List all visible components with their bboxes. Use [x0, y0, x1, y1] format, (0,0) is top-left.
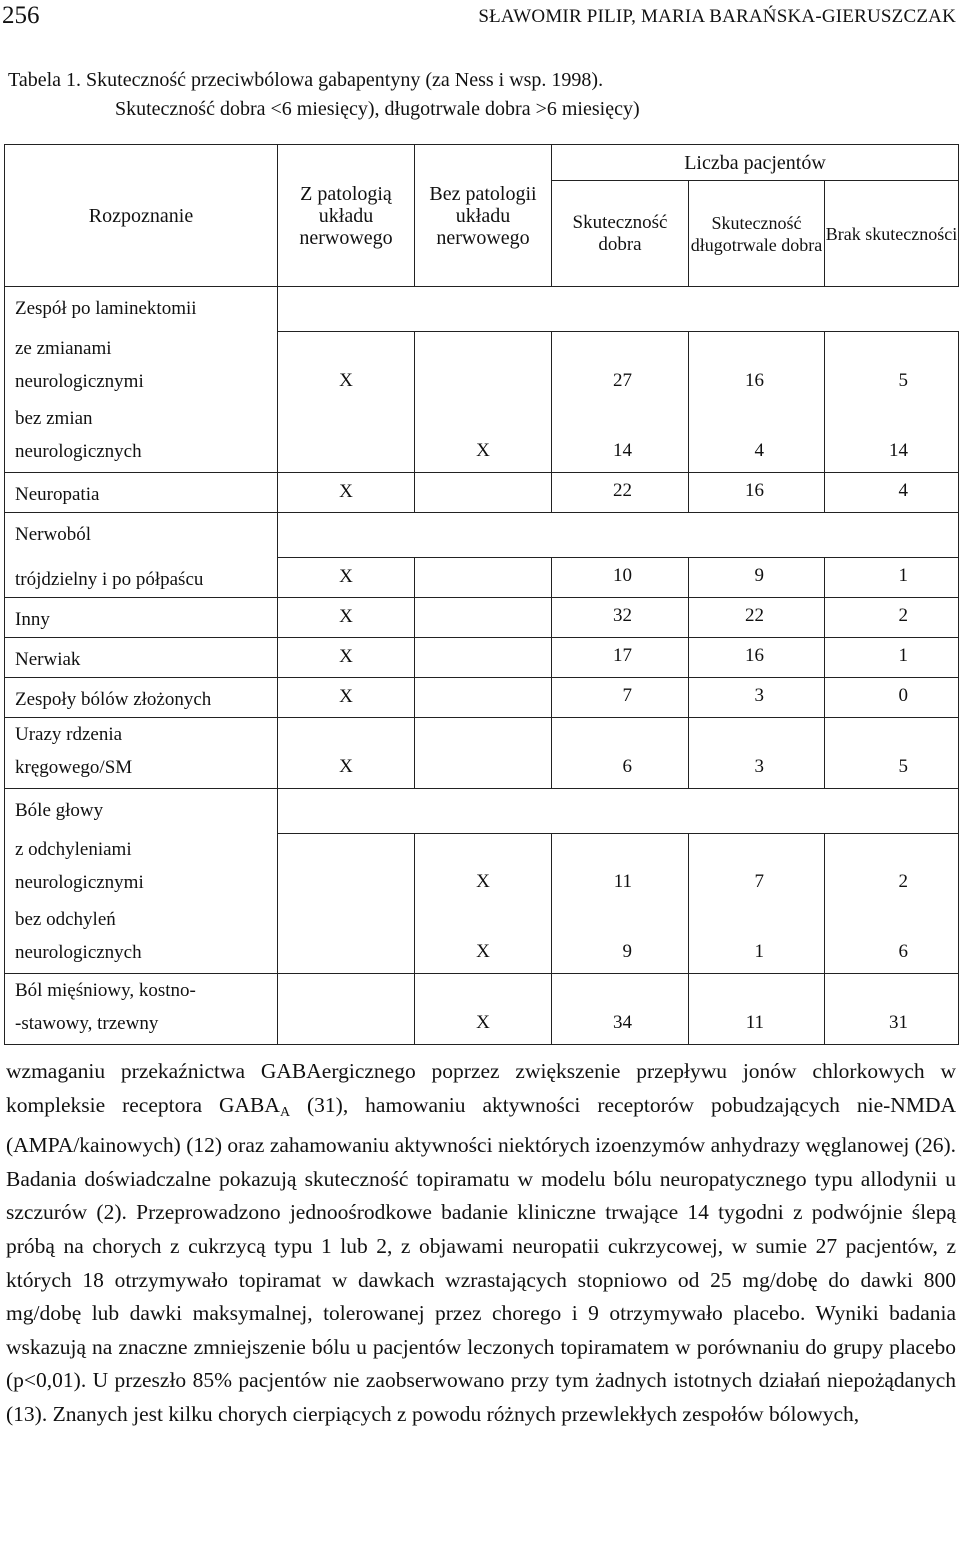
table-row [5, 512, 959, 557]
table-row [5, 287, 959, 332]
long-term-count: 7 [689, 833, 825, 903]
table-row [5, 597, 959, 637]
long-term-count: 4 [689, 402, 825, 473]
without-pathology-mark [415, 472, 552, 512]
table-row [5, 717, 959, 788]
no-effect-count: 2 [825, 833, 959, 903]
without-pathology-mark [415, 677, 552, 717]
row-label: Urazy rdzenia kręgowego/SM [5, 717, 278, 788]
without-pathology-mark: X [415, 903, 552, 974]
good-count: 10 [552, 557, 689, 597]
no-effect-count: 5 [825, 332, 959, 402]
with-pathology-mark [278, 833, 415, 903]
row-label: ze zmianami neurologicznymi [5, 332, 278, 402]
good-count: 7 [552, 677, 689, 717]
table-row [5, 472, 959, 512]
with-pathology-mark: X [278, 597, 415, 637]
header-good: Skuteczność dobra [552, 181, 689, 287]
long-term-count: 1 [689, 903, 825, 974]
header-diagnosis: Rozpoznanie [5, 145, 278, 287]
header-no-effect: Brak skuteczności [825, 181, 959, 287]
no-effect-count: 6 [825, 903, 959, 974]
header-patients-count: Liczba pacjentów [552, 145, 959, 181]
row-label: bez odchyleń neurologicznych [5, 903, 278, 974]
header-long-term-good: Skuteczność długotrwale dobra [689, 181, 825, 287]
table-row [5, 788, 959, 833]
row-label: Nerwoból [5, 512, 278, 557]
without-pathology-mark: X [415, 833, 552, 903]
without-pathology-mark [415, 717, 552, 788]
without-pathology-mark [415, 332, 552, 402]
good-count: 6 [552, 717, 689, 788]
table-row [5, 402, 959, 473]
row-label: trójdzielny i po półpaścu [5, 557, 278, 597]
no-effect-count: 31 [825, 974, 959, 1045]
without-pathology-mark: X [415, 974, 552, 1045]
table-caption [8, 66, 908, 124]
no-effect-count: 4 [825, 472, 959, 512]
without-pathology-mark [415, 637, 552, 677]
table-row [5, 903, 959, 974]
with-pathology-mark [278, 402, 415, 473]
empty-cell [278, 287, 959, 332]
good-count: 22 [552, 472, 689, 512]
caption-line-2: Skuteczność dobra <6 miesięcy), długotrwale dobra >6 miesięcy) [115, 98, 640, 120]
long-term-count: 16 [689, 472, 825, 512]
table-row [5, 974, 959, 1045]
good-count: 27 [552, 332, 689, 402]
row-label: Bóle głowy [5, 788, 278, 833]
empty-cell [278, 512, 959, 557]
long-term-count: 3 [689, 677, 825, 717]
table-row [5, 637, 959, 677]
efficacy-table [4, 144, 959, 1045]
empty-cell [278, 788, 959, 833]
row-label: Zespoły bólów złożonych [5, 677, 278, 717]
good-count: 32 [552, 597, 689, 637]
with-pathology-mark: X [278, 677, 415, 717]
with-pathology-mark [278, 903, 415, 974]
without-pathology-mark [415, 557, 552, 597]
row-label: Neuropatia [5, 472, 278, 512]
no-effect-count: 2 [825, 597, 959, 637]
running-head-authors: SŁAWOMIR PILIP, MARIA BARAŃSKA-GIERUSZCZAK [478, 6, 956, 27]
table-row [5, 833, 959, 903]
row-label: Ból mięśniowy, kostno- -stawowy, trzewny [5, 974, 278, 1045]
with-pathology-mark: X [278, 637, 415, 677]
long-term-count: 3 [689, 717, 825, 788]
with-pathology-mark: X [278, 332, 415, 402]
subscript: A [279, 1104, 291, 1120]
long-term-count: 9 [689, 557, 825, 597]
long-term-count: 16 [689, 332, 825, 402]
caption-line-1: Tabela 1. Skuteczność przeciwbólowa gabapentyny (za Ness i wsp. 1998). [8, 69, 604, 91]
row-label: Inny [5, 597, 278, 637]
long-term-count: 11 [689, 974, 825, 1045]
header-without-pathology: Bez patologii układu nerwowego [415, 145, 552, 287]
no-effect-count: 1 [825, 557, 959, 597]
table-row [5, 557, 959, 597]
good-count: 17 [552, 637, 689, 677]
good-count: 14 [552, 402, 689, 473]
page-header [0, 0, 960, 34]
no-effect-count: 1 [825, 637, 959, 677]
no-effect-count: 5 [825, 717, 959, 788]
no-effect-count: 0 [825, 677, 959, 717]
no-effect-count: 14 [825, 402, 959, 473]
with-pathology-mark: X [278, 557, 415, 597]
good-count: 11 [552, 833, 689, 903]
good-count: 34 [552, 974, 689, 1045]
without-pathology-mark [415, 597, 552, 637]
page-number: 256 [2, 2, 40, 29]
with-pathology-mark: X [278, 472, 415, 512]
table-row [5, 332, 959, 402]
row-label: z odchyleniami neurologicznymi [5, 833, 278, 903]
with-pathology-mark: X [278, 717, 415, 788]
row-label: bez zmian neurologicznych [5, 402, 278, 473]
with-pathology-mark [278, 974, 415, 1045]
row-label: Zespół po laminektomii [5, 287, 278, 332]
table-row [5, 677, 959, 717]
header-with-pathology: Z patologią układu nerwowego [278, 145, 415, 287]
without-pathology-mark: X [415, 402, 552, 473]
long-term-count: 16 [689, 637, 825, 677]
good-count: 9 [552, 903, 689, 974]
body-paragraph: wzmaganiu przekaźnictwa GABAergicznego poprzez zwiększenie przepływu jonów chlorkowych w kompleksie receptora $GABA_A$ (31), hamowaniu aktywności receptorów pobudzających nie-NMDA (AMPA/kainowych) (12) oraz zahamowaniu aktywności niektórych izoenzymów anhydrazy węglanowej (26). Badania doświadczalne pokazują skuteczność topiramatu w modelu bólu neuropatycznego typu allodynii u szczurów (2). Przeprowadzono jednoośrodkowe badanie kliniczne trwające 14 tygodni z podwójnie ślepą próbą na chorych z cukrzycą typu 1 lub 2, z objawami neuropatii cukrzycowej, w sumie 27 pacjentów, z których 18 otrzymywało topiramat w dawkach wzrastających stopniowo od 25 mg/dobę do dawki 800 mg/dobę lub dawki maksymalnej, tolerowanej przez chorego i 9 otrzymywało placebo. Wyniki badania wskazują na znaczne zmniejszenie bólu u pacjentów leczonych topiramatem w porównaniu do grupy placebo (p<0,01). U przeszło 85% pacjentów nie zaobserwowano przy tym żadnych istotnych działań niepożądanych (13). Znanych jest kilku chorych cierpiących z powodu różnych przewlekłych zespołów bólowych, [6, 1059, 957, 1426]
row-label: Nerwiak [5, 637, 278, 677]
long-term-count: 22 [689, 597, 825, 637]
